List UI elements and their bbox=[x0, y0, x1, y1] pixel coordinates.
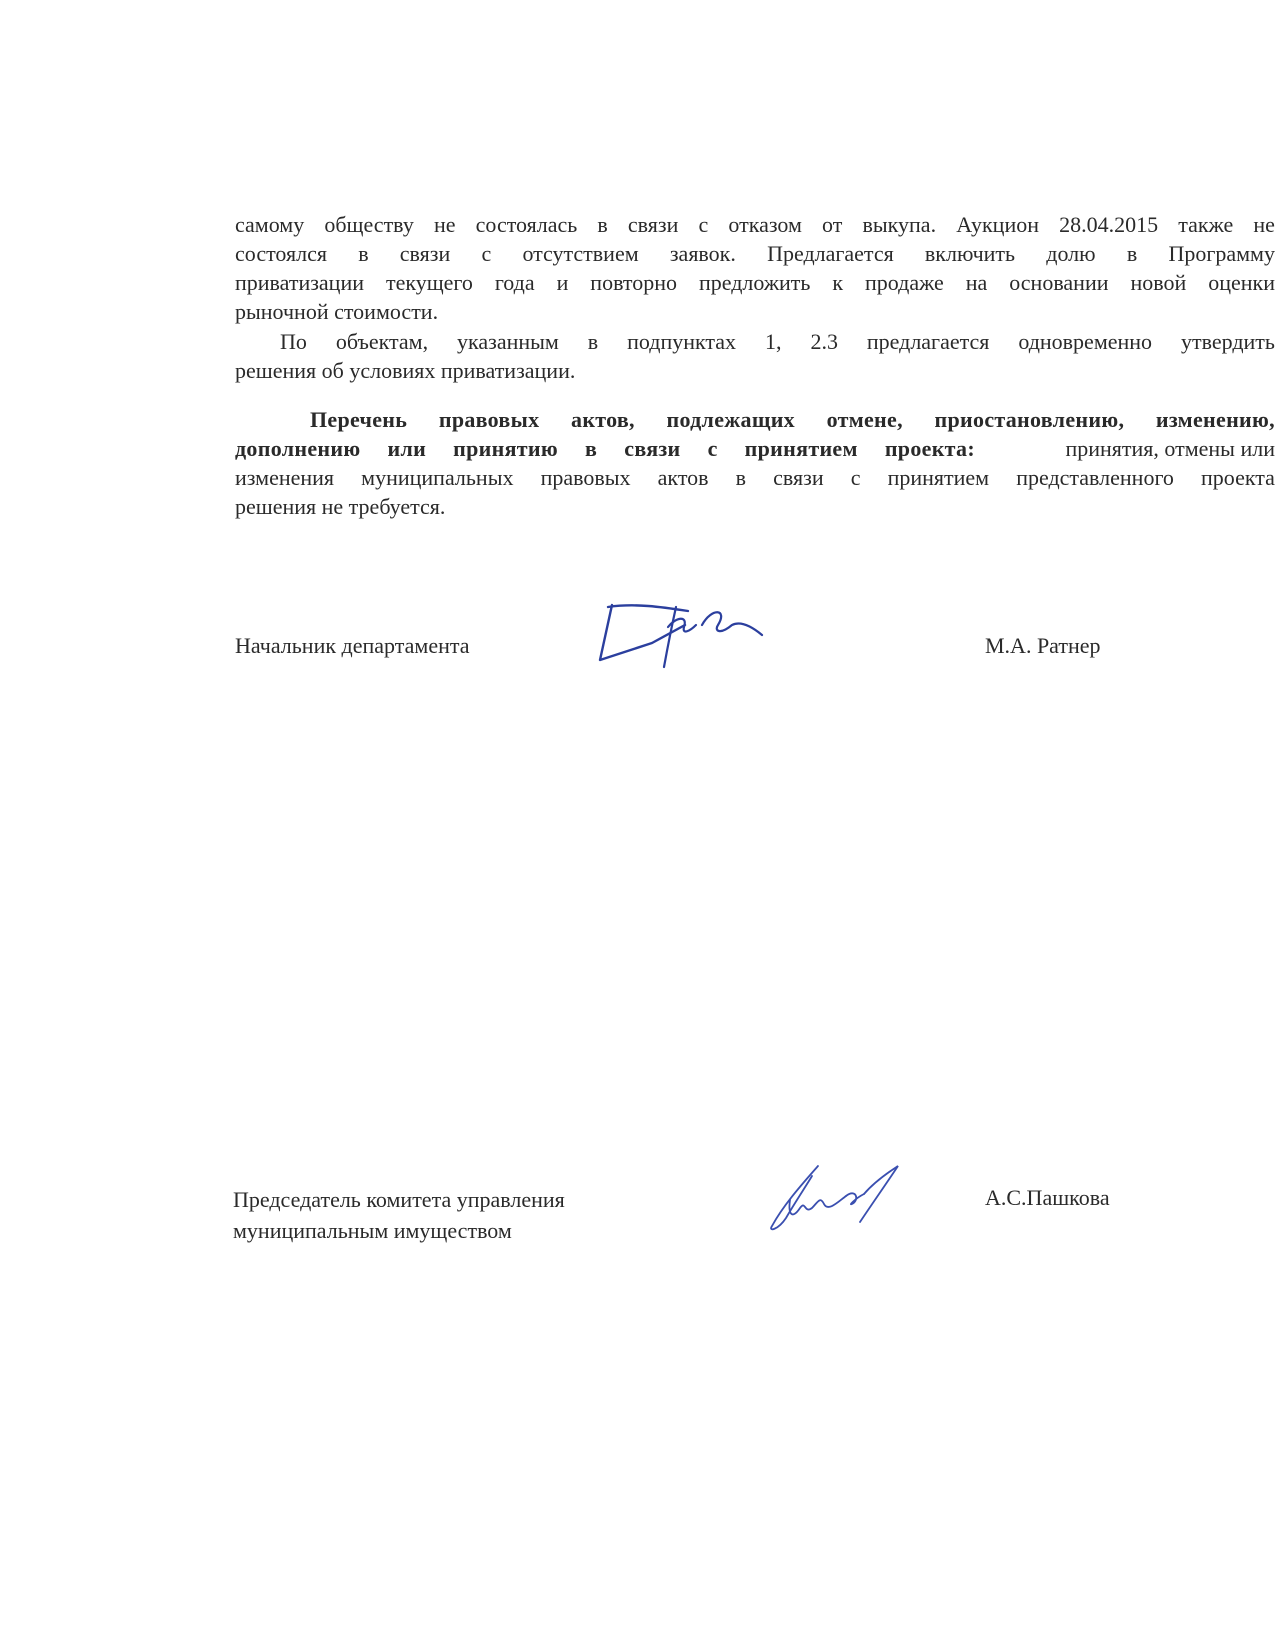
word: приватизации bbox=[235, 270, 365, 295]
text-tail: принятия, отмены или bbox=[1065, 436, 1275, 461]
word: новой bbox=[1130, 270, 1187, 295]
word: подлежащих bbox=[666, 407, 795, 432]
word: заявок. bbox=[669, 241, 736, 266]
text-line bbox=[235, 210, 1275, 239]
word: на bbox=[965, 270, 988, 295]
word: 2.3 bbox=[810, 329, 838, 354]
word: связи bbox=[399, 241, 451, 266]
word: изменению, bbox=[1155, 407, 1275, 432]
word: проекта bbox=[1201, 465, 1275, 490]
word: отмене, bbox=[826, 407, 903, 432]
word: долю bbox=[1046, 241, 1096, 266]
signatory-name-2: А.С.Пашкова bbox=[985, 1185, 1110, 1210]
word: указанным bbox=[457, 329, 559, 354]
word: отказом bbox=[728, 212, 802, 237]
text-line bbox=[235, 268, 1275, 297]
word: повторно bbox=[590, 270, 678, 295]
word: принятием bbox=[887, 465, 990, 490]
word: представленного bbox=[1016, 465, 1174, 490]
word: 28.04.2015 bbox=[1059, 212, 1159, 237]
word: связи bbox=[773, 465, 824, 490]
word: продаже bbox=[865, 270, 944, 295]
signature-ratner bbox=[590, 595, 770, 675]
word: с bbox=[707, 436, 718, 461]
text-line: решения не требуется. bbox=[235, 494, 446, 519]
word: 1, bbox=[765, 329, 782, 354]
text-line bbox=[235, 239, 1275, 268]
word: принятием bbox=[744, 436, 858, 461]
word: с bbox=[850, 465, 861, 490]
word: также bbox=[1178, 212, 1234, 237]
bold-heading-line bbox=[235, 405, 1275, 434]
word: выкупа. bbox=[862, 212, 937, 237]
word: предлагается bbox=[866, 329, 990, 354]
word: муниципальных bbox=[361, 465, 514, 490]
word: в bbox=[735, 465, 747, 490]
text-line bbox=[235, 434, 1275, 463]
word: состоялась bbox=[475, 212, 578, 237]
paragraph-objects bbox=[235, 327, 1275, 385]
word: Перечень bbox=[310, 407, 408, 432]
word: самому bbox=[235, 212, 305, 237]
word: отсутствием bbox=[522, 241, 639, 266]
signatory-position-2-line1: Председатель комитета управления bbox=[233, 1187, 565, 1212]
paragraph-auction bbox=[235, 210, 1275, 326]
word: Предлагается bbox=[767, 241, 894, 266]
word: с bbox=[481, 241, 492, 266]
word: одновременно bbox=[1018, 329, 1153, 354]
word: в bbox=[597, 212, 608, 237]
word: от bbox=[822, 212, 843, 237]
word: предложить bbox=[698, 270, 811, 295]
word: обществу bbox=[324, 212, 414, 237]
word: актов bbox=[657, 465, 709, 490]
word: связи bbox=[627, 212, 679, 237]
word: и bbox=[556, 270, 569, 295]
signatory-name-1: М.А. Ратнер bbox=[985, 633, 1101, 658]
word: дополнению bbox=[235, 436, 361, 461]
word: приостановлению, bbox=[934, 407, 1125, 432]
signatory-position-1: Начальник департамента bbox=[235, 633, 470, 658]
word: изменения bbox=[235, 465, 335, 490]
word: с bbox=[698, 212, 709, 237]
word: в bbox=[587, 329, 599, 354]
word: правовых bbox=[540, 465, 631, 490]
word: или bbox=[387, 436, 427, 461]
bold-heading-tail bbox=[235, 434, 975, 463]
word: Программу bbox=[1168, 241, 1275, 266]
word: основании bbox=[1009, 270, 1109, 295]
signatory-position-2-line2: муниципальным имуществом bbox=[233, 1218, 512, 1243]
word: принятию bbox=[453, 436, 558, 461]
word: утвердить bbox=[1180, 329, 1275, 354]
word: не bbox=[433, 212, 456, 237]
text-line: рыночной стоимости. bbox=[235, 299, 439, 324]
word: года bbox=[494, 270, 535, 295]
word: к bbox=[832, 270, 844, 295]
word: правовых bbox=[438, 407, 540, 432]
word: Аукцион bbox=[956, 212, 1040, 237]
word: актов, bbox=[571, 407, 635, 432]
word: состоялся bbox=[235, 241, 327, 266]
signature-pashkova bbox=[760, 1160, 910, 1240]
word: объектам, bbox=[335, 329, 429, 354]
word: По bbox=[280, 329, 307, 354]
text-line bbox=[235, 463, 1275, 492]
word: в bbox=[585, 436, 598, 461]
word: подпунктах bbox=[627, 329, 737, 354]
word: проекта: bbox=[884, 436, 975, 461]
text-line: решения об условиях приватизации. bbox=[235, 358, 576, 383]
paragraph-legal-acts bbox=[235, 405, 1275, 521]
word: оценки bbox=[1208, 270, 1275, 295]
word: связи bbox=[624, 436, 681, 461]
word: в bbox=[1126, 241, 1138, 266]
word: текущего bbox=[385, 270, 473, 295]
word: в bbox=[358, 241, 369, 266]
word: не bbox=[1253, 212, 1275, 237]
word: включить bbox=[924, 241, 1016, 266]
text-line bbox=[235, 327, 1275, 356]
